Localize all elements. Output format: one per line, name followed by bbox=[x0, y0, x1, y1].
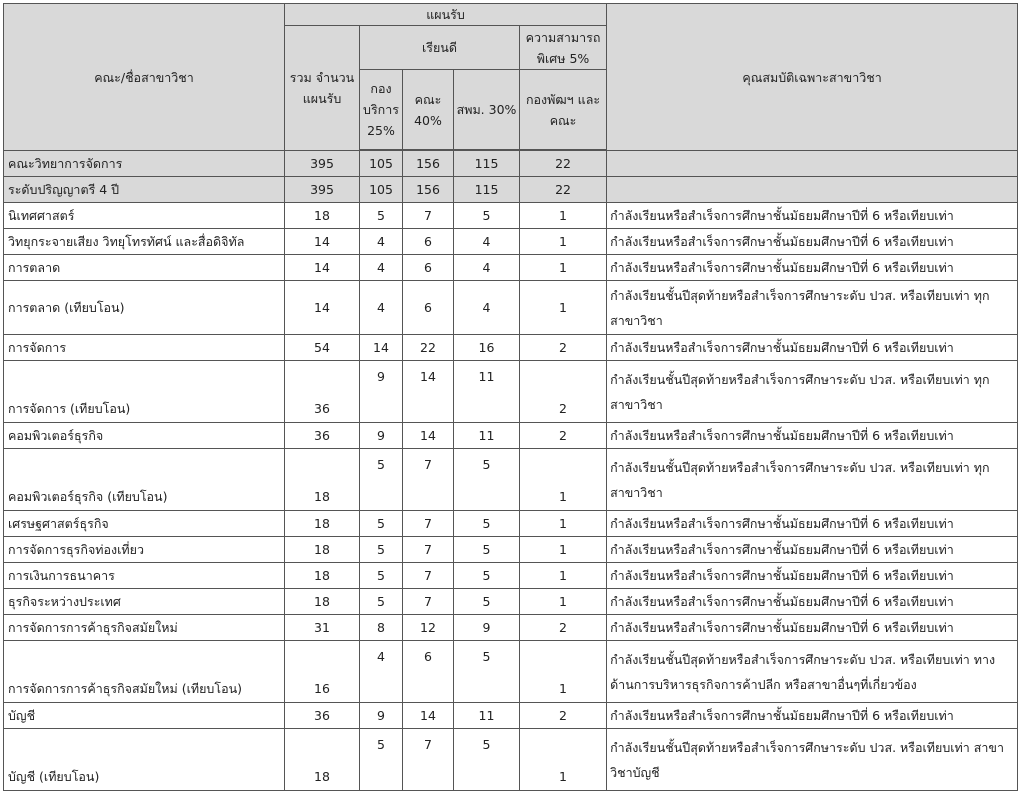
plan-fund: 9 bbox=[360, 423, 403, 449]
plan-total: 14 bbox=[285, 281, 360, 335]
plan-total: 14 bbox=[285, 255, 360, 281]
table-row bbox=[4, 449, 1018, 511]
qualification-text: กำลังเรียนหรือสำเร็จการศึกษาชั้นมัธยมศึกษาปีที่ 6 หรือเทียบเท่า bbox=[607, 703, 1018, 729]
plan-total: 16 bbox=[285, 641, 360, 703]
plan-total: 36 bbox=[285, 423, 360, 449]
qualification-text: กำลังเรียนชั้นปีสุดท้ายหรือสำเร็จการศึกษาระดับ ปวส. หรือเทียบเท่า สาขาวิชาบัญชี bbox=[607, 729, 1018, 791]
plan-schools: 5 bbox=[454, 511, 520, 537]
qualification-text: กำลังเรียนชั้นปีสุดท้ายหรือสำเร็จการศึกษาระดับ ปวส. หรือเทียบเท่า ทางด้านการบริหารธุรกิจการค้าปลีก หรือสาขาอื่นๆที่เกี่ยวข้อง bbox=[607, 641, 1018, 703]
summary-qualification bbox=[607, 177, 1018, 203]
plan-schools: 4 bbox=[454, 281, 520, 335]
plan-schools: 5 bbox=[454, 203, 520, 229]
plan-faculty: 7 bbox=[403, 203, 454, 229]
plan-special: 2 bbox=[520, 335, 607, 361]
program-name: คอมพิวเตอร์ธุรกิจ (เทียบโอน) bbox=[4, 449, 285, 511]
plan-faculty: 6 bbox=[403, 641, 454, 703]
qualification-text: กำลังเรียนหรือสำเร็จการศึกษาชั้นมัธยมศึกษาปีที่ 6 หรือเทียบเท่า bbox=[607, 203, 1018, 229]
plan-special: 2 bbox=[520, 423, 607, 449]
plan-special: 1 bbox=[520, 203, 607, 229]
plan-fund: 5 bbox=[360, 729, 403, 791]
table-row bbox=[4, 703, 1018, 729]
plan-faculty: 14 bbox=[403, 361, 454, 423]
plan-total: 14 bbox=[285, 229, 360, 255]
plan-total: 18 bbox=[285, 511, 360, 537]
qualification-text: กำลังเรียนหรือสำเร็จการศึกษาชั้นมัธยมศึกษาปีที่ 6 หรือเทียบเท่า bbox=[607, 255, 1018, 281]
plan-schools: 5 bbox=[454, 449, 520, 511]
summary-schools: 115 bbox=[454, 151, 520, 177]
plan-schools: 5 bbox=[454, 589, 520, 615]
plan-special: 1 bbox=[520, 449, 607, 511]
plan-schools: 5 bbox=[454, 641, 520, 703]
qualification-text: กำลังเรียนชั้นปีสุดท้ายหรือสำเร็จการศึกษาระดับ ปวส. หรือเทียบเท่า ทุกสาขาวิชา bbox=[607, 281, 1018, 335]
plan-total: 18 bbox=[285, 537, 360, 563]
plan-faculty: 7 bbox=[403, 729, 454, 791]
plan-fund: 4 bbox=[360, 229, 403, 255]
table-row bbox=[4, 511, 1018, 537]
plan-fund: 5 bbox=[360, 511, 403, 537]
qualification-text: กำลังเรียนหรือสำเร็จการศึกษาชั้นมัธยมศึกษาปีที่ 6 หรือเทียบเท่า bbox=[607, 229, 1018, 255]
qualification-text: กำลังเรียนหรือสำเร็จการศึกษาชั้นมัธยมศึกษาปีที่ 6 หรือเทียบเท่า bbox=[607, 511, 1018, 537]
summary-row-bachelor bbox=[4, 177, 1018, 203]
program-name: การจัดการการค้าธุรกิจสมัยใหม่ (เทียบโอน) bbox=[4, 641, 285, 703]
program-name: การเงินการธนาคาร bbox=[4, 563, 285, 589]
program-name: วิทยุกระจายเสียง วิทยุโทรทัศน์ และสื่อดิจิทัล bbox=[4, 229, 285, 255]
table-row bbox=[4, 563, 1018, 589]
plan-total: 36 bbox=[285, 703, 360, 729]
admission-plan-sheet bbox=[3, 3, 1018, 791]
qualification-column-header: คุณสมบัติเฉพาะสาขาวิชา bbox=[607, 4, 1018, 151]
program-name: บัญชี (เทียบโอน) bbox=[4, 729, 285, 791]
plan-fund: 9 bbox=[360, 703, 403, 729]
table-row bbox=[4, 423, 1018, 449]
summary-fund: 105 bbox=[360, 177, 403, 203]
program-name: การตลาด bbox=[4, 255, 285, 281]
plan-fund: 4 bbox=[360, 641, 403, 703]
plan-total: 18 bbox=[285, 203, 360, 229]
program-name: การจัดการ (เทียบโอน) bbox=[4, 361, 285, 423]
plan-total: 18 bbox=[285, 563, 360, 589]
plan-schools: 11 bbox=[454, 361, 520, 423]
summary-fund: 105 bbox=[360, 151, 403, 177]
summary-total: 395 bbox=[285, 151, 360, 177]
table-row bbox=[4, 361, 1018, 423]
plan-fund: 4 bbox=[360, 255, 403, 281]
qualification-text: กำลังเรียนหรือสำเร็จการศึกษาชั้นมัธยมศึกษาปีที่ 6 หรือเทียบเท่า bbox=[607, 563, 1018, 589]
plan-fund: 9 bbox=[360, 361, 403, 423]
summary-name: คณะวิทยาการจัดการ bbox=[4, 151, 285, 177]
schools-30-header: สพม. 30% bbox=[454, 70, 520, 150]
plan-special: 1 bbox=[520, 589, 607, 615]
program-name: ธุรกิจระหว่างประเทศ bbox=[4, 589, 285, 615]
table-row bbox=[4, 537, 1018, 563]
table-row bbox=[4, 589, 1018, 615]
program-column-header: คณะ/ชื่อสาขาวิชา bbox=[4, 4, 285, 151]
plan-special: 2 bbox=[520, 703, 607, 729]
plan-special: 1 bbox=[520, 537, 607, 563]
plan-total: 18 bbox=[285, 729, 360, 791]
plan-faculty: 7 bbox=[403, 589, 454, 615]
summary-row-faculty bbox=[4, 151, 1018, 177]
qualification-text: กำลังเรียนหรือสำเร็จการศึกษาชั้นมัธยมศึกษาปีที่ 6 หรือเทียบเท่า bbox=[607, 615, 1018, 641]
table-row bbox=[4, 229, 1018, 255]
plan-fund: 5 bbox=[360, 203, 403, 229]
table-row bbox=[4, 255, 1018, 281]
summary-special: 22 bbox=[520, 177, 607, 203]
summary-qualification bbox=[607, 151, 1018, 177]
plan-faculty: 7 bbox=[403, 449, 454, 511]
special-ability-header: ความสามารถ พิเศษ 5% bbox=[520, 26, 607, 70]
program-name: เศรษฐศาสตร์ธุรกิจ bbox=[4, 511, 285, 537]
plan-special: 1 bbox=[520, 255, 607, 281]
admission-plan-table bbox=[3, 3, 1018, 791]
summary-total: 395 bbox=[285, 177, 360, 203]
table-header bbox=[4, 4, 1018, 151]
table-row bbox=[4, 335, 1018, 361]
total-plan-header: รวม จำนวน แผนรับ bbox=[285, 26, 360, 151]
summary-faculty: 156 bbox=[403, 177, 454, 203]
program-name: การจัดการการค้าธุรกิจสมัยใหม่ bbox=[4, 615, 285, 641]
table-row bbox=[4, 615, 1018, 641]
plan-faculty: 7 bbox=[403, 511, 454, 537]
program-name: คอมพิวเตอร์ธุรกิจ bbox=[4, 423, 285, 449]
plan-special: 2 bbox=[520, 615, 607, 641]
program-name: การตลาด (เทียบโอน) bbox=[4, 281, 285, 335]
plan-schools: 11 bbox=[454, 703, 520, 729]
faculty-40-header: คณะ 40% bbox=[403, 70, 454, 150]
plan-fund: 8 bbox=[360, 615, 403, 641]
special-sub-header: กองพัฒฯ และคณะ bbox=[520, 70, 607, 150]
plan-schools: 5 bbox=[454, 563, 520, 589]
plan-faculty: 6 bbox=[403, 229, 454, 255]
table-row bbox=[4, 729, 1018, 791]
table-row bbox=[4, 203, 1018, 229]
plan-schools: 16 bbox=[454, 335, 520, 361]
plan-faculty: 12 bbox=[403, 615, 454, 641]
table-body bbox=[4, 151, 1018, 791]
plan-schools: 4 bbox=[454, 255, 520, 281]
plan-fund: 5 bbox=[360, 449, 403, 511]
table-row bbox=[4, 641, 1018, 703]
plan-fund: 5 bbox=[360, 589, 403, 615]
plan-special: 1 bbox=[520, 281, 607, 335]
plan-fund: 14 bbox=[360, 335, 403, 361]
plan-schools: 4 bbox=[454, 229, 520, 255]
summary-name: ระดับปริญญาตรี 4 ปี bbox=[4, 177, 285, 203]
plan-special: 1 bbox=[520, 563, 607, 589]
plan-special: 1 bbox=[520, 229, 607, 255]
plan-faculty: 6 bbox=[403, 281, 454, 335]
plan-group-header: แผนรับ bbox=[285, 4, 607, 26]
plan-faculty: 7 bbox=[403, 537, 454, 563]
summary-faculty: 156 bbox=[403, 151, 454, 177]
plan-special: 1 bbox=[520, 511, 607, 537]
program-name: นิเทศศาสตร์ bbox=[4, 203, 285, 229]
qualification-text: กำลังเรียนหรือสำเร็จการศึกษาชั้นมัธยมศึกษาปีที่ 6 หรือเทียบเท่า bbox=[607, 423, 1018, 449]
summary-special: 22 bbox=[520, 151, 607, 177]
plan-schools: 5 bbox=[454, 729, 520, 791]
plan-fund: 5 bbox=[360, 563, 403, 589]
summary-schools: 115 bbox=[454, 177, 520, 203]
program-name: บัญชี bbox=[4, 703, 285, 729]
plan-faculty: 6 bbox=[403, 255, 454, 281]
plan-total: 18 bbox=[285, 449, 360, 511]
qualification-text: กำลังเรียนหรือสำเร็จการศึกษาชั้นมัธยมศึกษาปีที่ 6 หรือเทียบเท่า bbox=[607, 589, 1018, 615]
table-row bbox=[4, 281, 1018, 335]
plan-schools: 5 bbox=[454, 537, 520, 563]
plan-total: 36 bbox=[285, 361, 360, 423]
qualification-text: กำลังเรียนหรือสำเร็จการศึกษาชั้นมัธยมศึกษาปีที่ 6 หรือเทียบเท่า bbox=[607, 335, 1018, 361]
qualification-text: กำลังเรียนหรือสำเร็จการศึกษาชั้นมัธยมศึกษาปีที่ 6 หรือเทียบเท่า bbox=[607, 537, 1018, 563]
plan-faculty: 14 bbox=[403, 423, 454, 449]
plan-total: 31 bbox=[285, 615, 360, 641]
qualification-text: กำลังเรียนชั้นปีสุดท้ายหรือสำเร็จการศึกษาระดับ ปวส. หรือเทียบเท่า ทุกสาขาวิชา bbox=[607, 449, 1018, 511]
plan-fund: 5 bbox=[360, 537, 403, 563]
plan-schools: 11 bbox=[454, 423, 520, 449]
program-name: การจัดการ bbox=[4, 335, 285, 361]
plan-faculty: 14 bbox=[403, 703, 454, 729]
plan-total: 54 bbox=[285, 335, 360, 361]
qualification-text: กำลังเรียนชั้นปีสุดท้ายหรือสำเร็จการศึกษาระดับ ปวส. หรือเทียบเท่า ทุกสาขาวิชา bbox=[607, 361, 1018, 423]
program-name: การจัดการธุรกิจท่องเที่ยว bbox=[4, 537, 285, 563]
plan-fund: 4 bbox=[360, 281, 403, 335]
plan-special: 2 bbox=[520, 361, 607, 423]
good-grades-header: เรียนดี bbox=[360, 26, 520, 70]
plan-total: 18 bbox=[285, 589, 360, 615]
plan-special: 1 bbox=[520, 729, 607, 791]
fund-25-header: กอง บริการ 25% bbox=[360, 70, 403, 150]
plan-special: 1 bbox=[520, 641, 607, 703]
plan-faculty: 7 bbox=[403, 563, 454, 589]
plan-schools: 9 bbox=[454, 615, 520, 641]
plan-faculty: 22 bbox=[403, 335, 454, 361]
